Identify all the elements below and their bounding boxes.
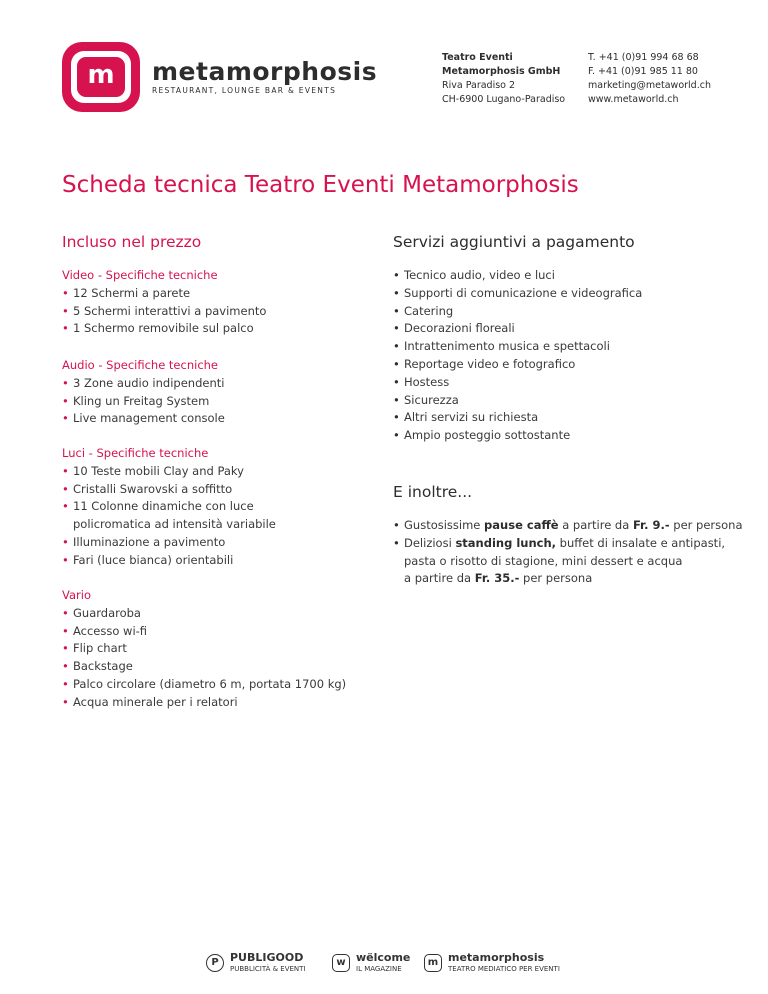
address-line: CH-6900 Lugano-Paradiso <box>442 94 566 105</box>
audio-section <box>62 357 225 428</box>
address-line: Metamorphosis GmbH <box>442 66 561 77</box>
list-item: • Flip chart <box>62 641 127 656</box>
list-item: • Intrattenimento musica e spettacoli <box>393 339 610 354</box>
right-heading: Servizi aggiuntivi a pagamento <box>393 233 635 251</box>
phone: T. +41 (0)91 994 68 68 <box>588 52 699 63</box>
footer-name: wëlcome <box>356 951 411 964</box>
list-item: • Catering <box>393 303 454 318</box>
list-item: • Sicurezza <box>393 392 459 407</box>
fax: F. +41 (0)91 985 11 80 <box>588 66 698 77</box>
audio-title: Audio - Specifiche tecniche <box>62 358 219 372</box>
list-item: • Kling un Freitag System <box>62 393 210 408</box>
list-item: • Palco circolare (diametro 6 m, portata 1700 kg) <box>62 676 347 691</box>
brand-name: metamorphosis <box>152 57 378 86</box>
footer-name: metamorphosis <box>448 951 545 964</box>
footer-sub: PUBBLICITÀ & EVENTI <box>230 965 306 973</box>
list-item: • Hostess <box>393 374 450 389</box>
logo-mark <box>62 42 140 112</box>
logo-letter: m <box>87 60 115 90</box>
list-item: • Deliziosi standing lunch, buffet di insalate e antipasti, pasta o risotto di stagione, mini dessert e acqua a partire da Fr. 35.- per persona <box>393 535 726 586</box>
welcome-icon: w <box>332 954 350 972</box>
list-item: • Fari (luce bianca) orientabili <box>62 552 234 567</box>
vario-title: Vario <box>62 588 91 602</box>
luci-section <box>62 445 276 570</box>
list-item: • Gustosissime pause caffè a partire da Fr. 9.- per persona <box>393 518 743 532</box>
video-title: Video - Specifiche tecniche <box>62 268 218 282</box>
page-title: Scheda tecnica Teatro Eventi Metamorphosis <box>62 172 579 198</box>
footer-sub: IL MAGAZINE <box>356 965 402 973</box>
list-item: • Live management console <box>62 411 225 426</box>
address-line: Teatro Eventi <box>442 52 513 63</box>
list-item: • Altri servizi su richiesta <box>393 410 539 425</box>
footer-name: PUBLIGOOD <box>230 951 304 964</box>
vario-section <box>62 587 346 712</box>
list-item: • 3 Zone audio indipendenti <box>62 375 225 390</box>
publigood-icon: P <box>206 954 224 972</box>
contact-block <box>588 51 711 107</box>
list-item: • 1 Schermo removibile sul palco <box>62 321 254 336</box>
list-item: • 10 Teste mobili Clay and Paky <box>62 463 244 478</box>
website-link[interactable]: www.metaworld.ch <box>588 94 679 105</box>
list-item: • 5 Schermi interattivi a pavimento <box>62 303 267 318</box>
services-list <box>393 267 642 445</box>
list-item: • Reportage video e fotografico <box>393 356 576 371</box>
list-item: • 11 Colonne dinamiche con luce policromatica ad intensità variabile <box>62 499 276 532</box>
luci-title: Luci - Specifiche tecniche <box>62 446 209 460</box>
list-item: • Tecnico audio, video e luci <box>393 268 555 282</box>
video-section <box>62 267 266 338</box>
address-block <box>442 51 565 107</box>
extra-heading: E inoltre... <box>393 483 473 501</box>
list-item: • Illuminazione a pavimento <box>62 534 226 549</box>
list-item: • Supporti di comunicazione e videografica <box>393 285 643 300</box>
list-item: • Acqua minerale per i relatori <box>62 694 238 709</box>
list-item: • Accesso wi-fi <box>62 623 148 638</box>
address-line: Riva Paradiso 2 <box>442 80 516 91</box>
left-heading: Incluso nel prezzo <box>62 233 202 251</box>
brand-tagline: RESTAURANT, LOUNGE BAR & EVENTS <box>152 86 337 95</box>
list-item: • Decorazioni floreali <box>393 321 515 336</box>
footer-sub: TEATRO MEDIATICO PER EVENTI <box>448 965 560 973</box>
list-item: • Backstage <box>62 659 133 674</box>
extras-list <box>393 517 743 588</box>
list-item: • Guardaroba <box>62 605 141 620</box>
email-link[interactable]: marketing@metaworld.ch <box>588 80 711 91</box>
list-item: • Ampio posteggio sottostante <box>393 428 571 443</box>
metamorphosis-icon: m <box>424 954 442 972</box>
list-item: • Cristalli Swarovski a soffitto <box>62 481 233 496</box>
list-item: • 12 Schermi a parete <box>62 285 191 300</box>
